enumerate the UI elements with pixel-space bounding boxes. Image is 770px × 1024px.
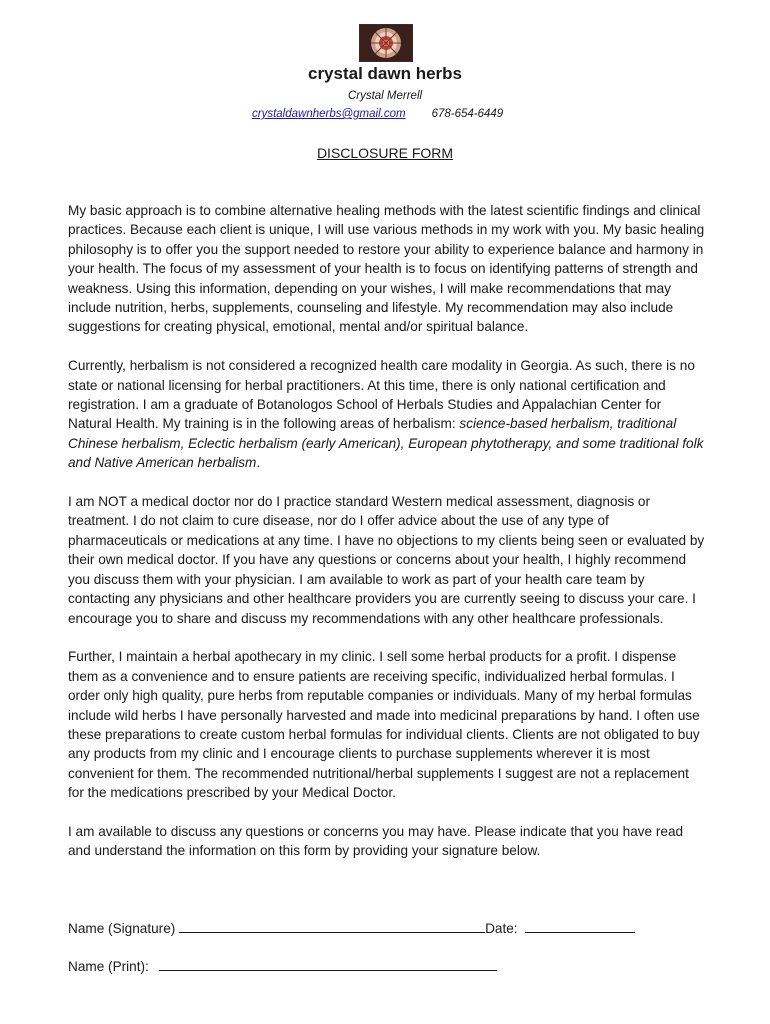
date-field[interactable] bbox=[525, 919, 635, 933]
signature-row bbox=[68, 919, 635, 936]
name-print-label: Name (Print): bbox=[68, 959, 149, 974]
herbalism-text: Currently, herbalism is not considered a recognized health care modality in Georgia. As such, there is no state or national licensing for herbal practitioners. At this time, there is only national certification and registration. I am a graduate of Botanologos School of Herbals Studies and Appalachian Center for Natural Health. My training is in the following areas of herbalism: bbox=[68, 358, 695, 432]
name-signature-field[interactable] bbox=[179, 919, 485, 933]
paragraph-signature-request: I am available to discuss any questions or concerns you may have. Please indicate that you have read and understand the information on this form by providing your signature below. bbox=[68, 823, 684, 859]
paragraph-apothecary: Further, I maintain a herbal apothecary in my clinic. I sell some herbal products for a profit. I dispense them as a convenience and to ensure patients are receiving specific, individualized herbal formulas. I order only high quality, pure herbs from reputable companies or individuals. Many of my herbal formulas include wild herbs I have personally harvested and made into medicinal preparations by hand. I often use these preparations to create custom herbal formulas for individual clients. Clients are not obligated to buy any products from my clinic and I encourage clients to purchase supplements wherever it is most convenient for them. The recommended nutritional/herbal supplements I suggest are not a replacement for the medications prescribed by your Medical Doctor. bbox=[68, 649, 700, 801]
paragraph-not-doctor: I am NOT a medical doctor nor do I practice standard Western medical assessment, diagnosis or treatment. I do not claim to cure disease, nor do I offer advice about the use of any type of pharmaceuticals or medications at any time. I have no objections to my clients being seen or evaluated by their own medical doctor. If you have any questions or concerns about your health, I highly recommend you discuss them with your physician. I am available to work as part of your health care team by contacting any physicians and other healthcare providers you are currently seeing to discuss your care. I encourage you to share and discuss my recommendations with any other healthcare professionals. bbox=[68, 494, 705, 626]
disclosure-body bbox=[68, 201, 708, 880]
contact-line bbox=[252, 108, 503, 120]
herbalism-end: . bbox=[256, 455, 261, 471]
paragraph-approach: My basic approach is to combine alternative healing methods with the latest scientific findings and clinical practices. Because each client is unique, I will use various methods in my work with you. My basic healing philosophy is to offer you the support needed to restore your ability to experience balance and harmony in your health. The focus of my assessment of your health is to focus on identifying patterns of strength and weakness. Using this information, depending on your wishes, I will make recommendations that may include nutrition, herbs, supplements, counseling and lifestyle. My recommendation may also include suggestions for creating physical, emotional, mental and/or spiritual balance. bbox=[68, 203, 705, 335]
herbalism-training-areas: science-based herbalism, traditional Chinese herbalism, Eclectic herbalism (early American), European phytotherapy, and some traditional folk and Native American herbalism bbox=[68, 416, 704, 471]
name-print-field[interactable] bbox=[159, 957, 497, 971]
owner-name: Crystal Merrell bbox=[347, 90, 423, 102]
date-label: Date: bbox=[485, 921, 518, 936]
business-name: crystal dawn herbs bbox=[307, 64, 462, 83]
email-link[interactable]: crystaldawnherbs@gmail.com bbox=[252, 108, 406, 120]
paragraph-herbalism bbox=[68, 356, 708, 472]
logo-graphic bbox=[360, 25, 412, 61]
phone-number: 678-654-6449 bbox=[431, 108, 504, 120]
name-signature-label: Name (Signature) bbox=[68, 921, 176, 936]
form-title: DISCLOSURE FORM bbox=[316, 145, 454, 161]
herb-mandala-logo bbox=[359, 24, 413, 62]
print-name-row bbox=[68, 957, 497, 974]
